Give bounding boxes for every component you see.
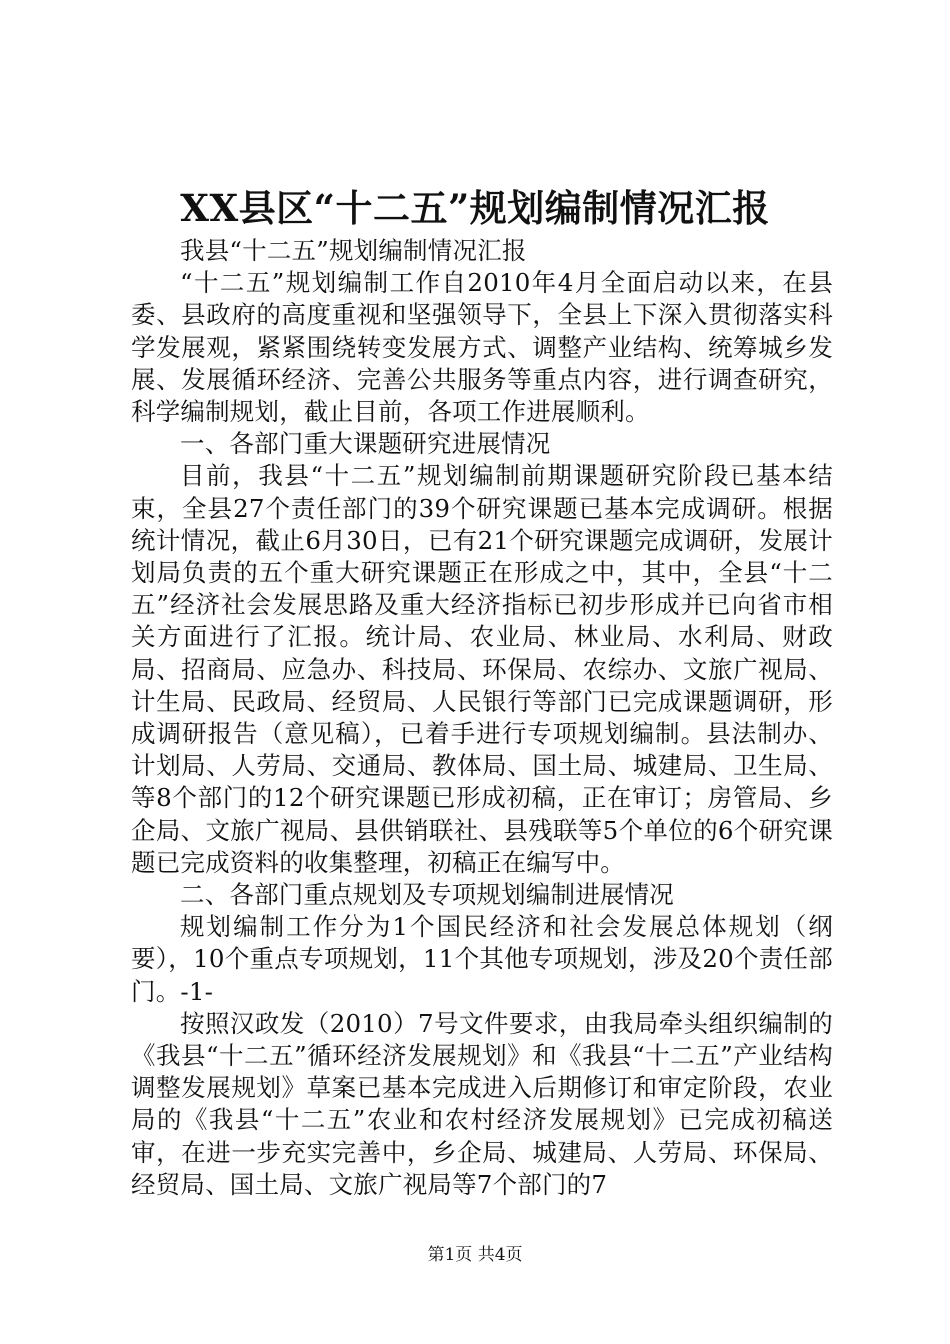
- paragraph-intro: “十二五”规划编制工作自2010年4月全面启动以来，在县委、县政府的高度重视和坚强领导下，全县上下深入贯彻落实科学发展观，紧紧围绕转变发展方式、调整产业结构、统筹城乡发展、发展循环经济、完善公共服务等重点内容，进行调查研究，科学编制规划，截止目前，各项工作进展顺利。: [131, 268, 833, 427]
- section-heading-1: 一、各部门重大课题研究进展情况: [180, 429, 551, 459]
- document-body: [131, 235, 833, 1201]
- section-heading-2: 二、各部门重点规划及专项规划编制进展情况: [180, 880, 674, 910]
- page-number-footer: 第1页 共4页: [427, 1245, 523, 1265]
- paragraph-plan-progress: 按照汉政发（2010）7号文件要求，由我局牵头组织编制的《我县“十二五”循环经济发展规划》和《我县“十二五”产业结构调整发展规划》草案已基本完成进入后期修订和审定阶段，农业局的《我县“十二五”农业和农村经济发展规划》已完成初稿送审，在进一步充实完善中，乡企局、城建局、人劳局、环保局、经贸局、国土局、文旅广视局等7个部门的7: [131, 1008, 833, 1199]
- paragraph-subtitle: 我县“十二五”规划编制情况汇报: [180, 236, 527, 265]
- document-title: XX县区“十二五”规划编制情况汇报: [180, 186, 770, 230]
- paragraph-plan-scope: 规划编制工作分为1个国民经济和社会发展总体规划（纲要），10个重点专项规划，11个其他专项规划，涉及20个责任部门。-1-: [131, 912, 833, 1006]
- paragraph-research-progress: 目前，我县“十二五”规划编制前期课题研究阶段已基本结束，全县27个责任部门的39个研究课题已基本完成调研。根据统计情况，截止6月30日，已有21个研究课题完成调研，发展计划局负责的五个重大研究课题正在形成之中，其中，全县“十二五”经济社会发展思路及重大经济指标已初步形成并已向省市相关方面进行了汇报。统计局、农业局、林业局、水利局、财政局、招商局、应急办、科技局、环保局、农综办、文旅广视局、计生局、民政局、经贸局、人民银行等部门已完成课题调研，形成调研报告（意见稿），已着手进行专项规划编制。县法制办、计划局、人劳局、交通局、教体局、国土局、城建局、卫生局、等8个部门的12个研究课题已形成初稿，正在审订；房管局、乡企局、文旅广视局、县供销联社、县残联等5个单位的6个研究课题已完成资料的收集整理，初稿正在编写中。: [131, 461, 833, 877]
